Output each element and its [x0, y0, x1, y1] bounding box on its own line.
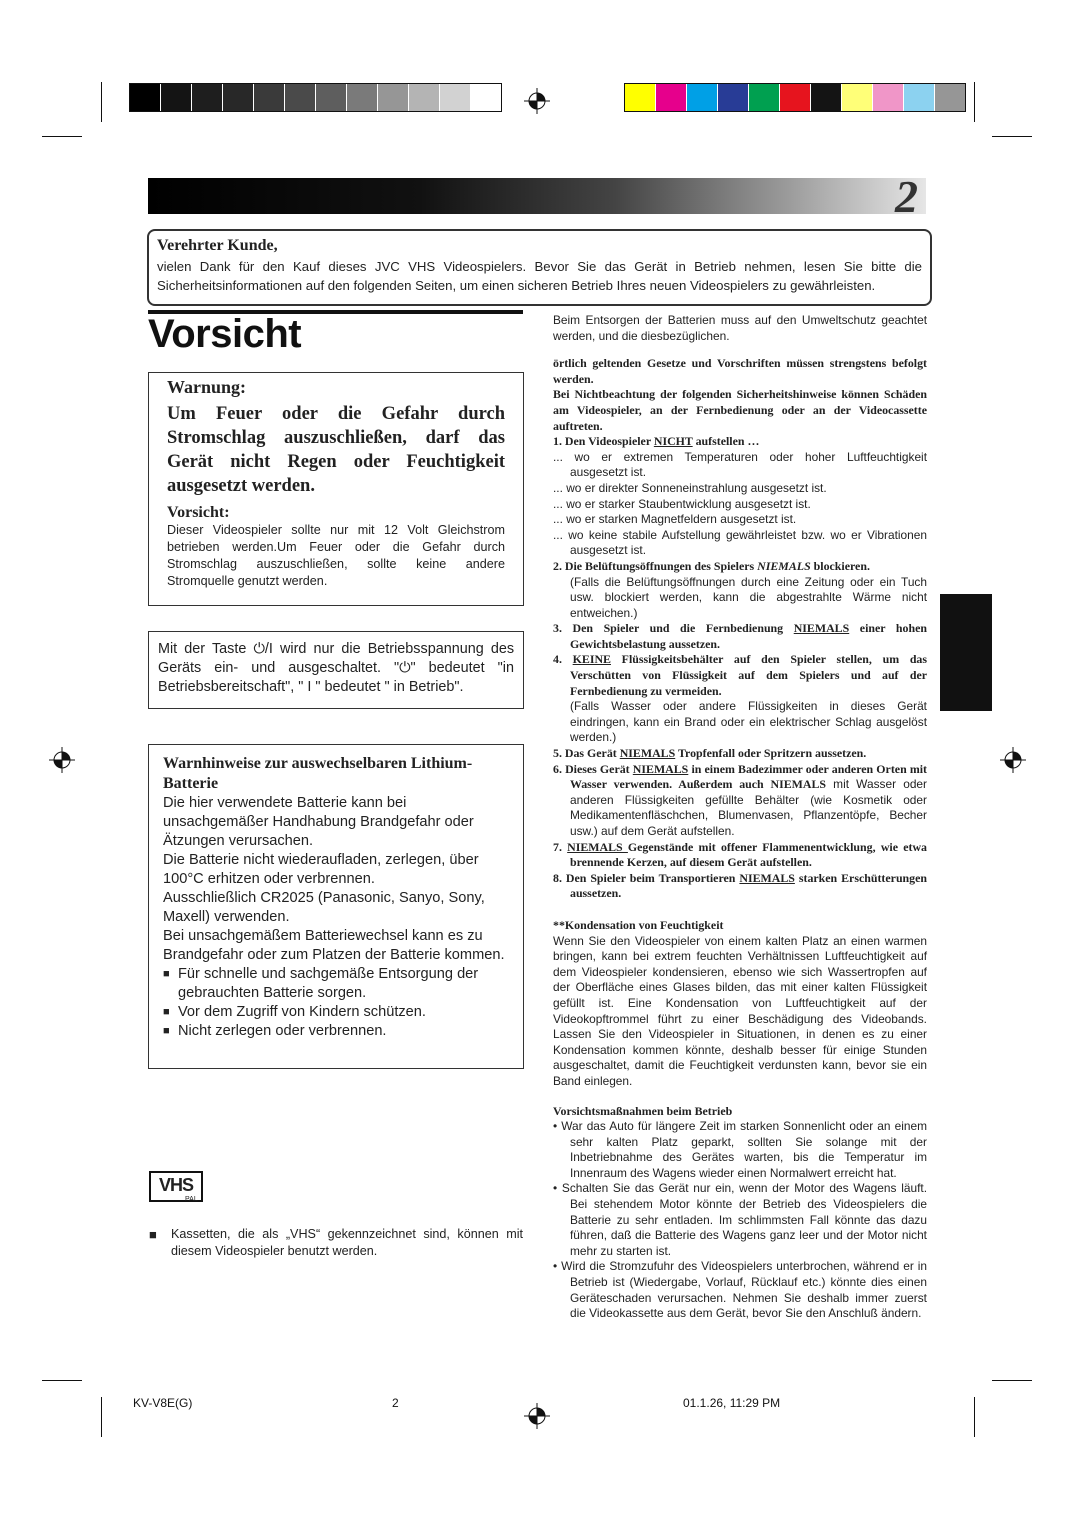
power-note-text: Mit der Taste — [158, 641, 247, 657]
warning-heading: Warnung: — [167, 377, 247, 397]
color-swatch — [192, 84, 223, 111]
power-note-text: " bedeutet "in Betriebsbereitschaft", " I " bedeutet " in Betrieb". — [158, 660, 514, 695]
greeting-text: vielen Dank für den Kauf dieses JVC VHS Videospielers. Bevor Sie das Gerät in Betrieb nehmen, lesen Sie bitte die Sicherheitsinformationen auf den folgenden Seiten, um einen sicheren Betrieb Ihres neuen Videospielers zu gewährleisten. — [157, 259, 922, 293]
list-item: • Wird die Stromzufuhr des Videospielers unterbrochen, während er in Betrieb ist (Wiedergabe, Vorlauf, Rücklauf etc.) könnte dies einen Geräteschaden verursachen. Nehmen Sie deshalb immer zuerst die Videokassette aus dem Gerät, bevor Sie den Anschluß ändern. — [553, 1259, 927, 1321]
registration-mark-icon — [524, 88, 550, 114]
lithium-paragraph: Bei unsachgemäßem Batteriewechsel kann es zu Brandgefahr oder zum Platzen der Batterie kommen. — [163, 928, 505, 963]
caution-text: Dieser Videospieler sollte nur mit 12 Volt Gleichstrom betrieben werden.Um Feuer oder die Gefahr durch Stromschlag auszuschließen, sollte keine andere Stromquelle genutzt werden. — [167, 523, 505, 588]
color-swatch — [718, 84, 749, 111]
power-button-icon: ⏻/I — [253, 641, 273, 657]
crop-mark — [992, 136, 1032, 137]
color-swatch — [440, 84, 471, 111]
lithium-paragraph: Ausschließlich CR2025 (Panasonic, Sanyo, Sony, Maxell) verwenden. — [163, 890, 485, 925]
right-column — [553, 313, 927, 1322]
color-swatch — [842, 84, 873, 111]
color-swatch — [873, 84, 904, 111]
caution-heading: Vorsicht: — [167, 504, 230, 521]
lithium-battery-box — [148, 744, 524, 1069]
greeting-title: Verehrter Kunde, — [157, 237, 278, 254]
registration-mark-icon — [1000, 747, 1026, 773]
color-swatch — [687, 84, 718, 111]
color-swatch — [316, 84, 347, 111]
safety-item-2-note: (Falls die Belüftungsöffnungen durch eine Zeitung oder ein Tuch usw. blockiert werden, kann die abgestrahlte Wärme nicht entweichen.) — [570, 574, 927, 620]
cassette-note-text: Kassetten, die als „VHS“ gekennzeichnet sind, können mit diesem Videospieler benutzt werden. — [171, 1227, 523, 1258]
safety-item-8: 8. Den Spieler beim Transportieren NIEMALS starken Erschütterungen aussetzen. — [553, 870, 928, 901]
color-swatch — [811, 84, 842, 111]
crop-mark — [42, 136, 82, 137]
power-note-box — [148, 631, 524, 709]
list-item: • Schalten Sie das Gerät nur ein, wenn der Motor des Wagens läuft. Bei stehendem Motor könnte der Betrieb des Videospielers die Batterie zu sehr entladen. Im schlimmsten Fall könnte das dazu führen, daß die Batterie des Wagens ganz leer und der Motor nicht mehr zu starten ist. — [553, 1181, 927, 1258]
safety-item-7: 7. NIEMALS Gegenstände mit offener Flammenentwicklung, wie etwa brennende Kerzen, auf diesem Gerät aufstellen. — [553, 839, 927, 870]
cassette-note — [149, 1226, 523, 1260]
lithium-paragraph: Die hier verwendete Batterie kann bei unsachgemäßer Handhabung Brandgefahr oder Ätzungen verursachen. — [163, 795, 474, 849]
color-swatch — [656, 84, 687, 111]
list-item: ■ Vor dem Zugriff von Kindern schützen. — [163, 1003, 509, 1022]
footer-model: KV-V8E(G) — [133, 1396, 193, 1410]
list-item: ■ Nicht zerlegen oder verbrennen. — [163, 1022, 509, 1041]
list-item: • War das Auto für längere Zeit im starken Sonnenlicht oder an einem sehr kalten Platz geparkt, sollten Sie solange mit der Inbetriebnahme des Gerätes warten, bis die Temperatur im Innenraum des Wagens wieder einen Normalwert erreicht hat. — [553, 1119, 927, 1180]
safety-item-5: 5. Das Gerät NIEMALS Tropfenfall oder Spritzern aussetzen. — [553, 746, 867, 761]
section-tab — [940, 594, 992, 711]
list-item: ... wo er direkter Sonneneinstrahlung ausgesetzt ist. — [553, 480, 827, 495]
color-swatch — [223, 84, 254, 111]
color-swatch — [904, 84, 935, 111]
lithium-bullet-list — [163, 965, 509, 1041]
condensation-heading: **Kondensation von Feuchtigkeit — [553, 917, 724, 932]
color-swatch — [161, 84, 192, 111]
color-swatch — [749, 84, 780, 111]
condensation-text: Wenn Sie den Videospieler von einem kalten Platz an einen warmen bringen, kann bei extrem feuchten Verhältnissen Luftfeuchtigkeit auf dem Videospieler kondensieren, ebenso wie sich Wassertropfen auf der Oberfläche eines Glases bilden, das mit einer kalten Flüssigkeit gefüllt ist. Eine Kondensation von Luftfeuchtigkeit auf der Videokopftrommel führt zu einer Beschädigung des Videobands. Lassen Sie den Videospieler in Situationen, in denen es zu einer Kondensation kommen könnte, deshalb besser für einige Stunden ausgeschaltet, damit die Feuchtigkeit verdunsten kann, bevor sie ein Band einlegen. — [553, 933, 927, 1088]
list-item: ... wo er extremen Temperaturen oder hoher Luftfeuchtigkeit ausgesetzt ist. — [553, 449, 927, 480]
color-swatch — [254, 84, 285, 111]
warning-text: Um Feuer oder die Gefahr durch Stromschlag auszuschließen, darf das Gerät nicht Regen oder Feuchtigkeit ausgesetzt werden. — [167, 404, 505, 496]
vhs-logo: VHS — [149, 1171, 203, 1202]
safety-item-1: 1. Den Videospieler NICHT aufstellen … — [553, 434, 760, 449]
greeting-box — [147, 229, 932, 306]
color-calibration-bar — [624, 83, 966, 112]
registration-mark-icon — [524, 1403, 550, 1429]
safety-item-4-note: (Falls Wasser oder andere Flüssigkeiten in dieses Gerät eindringen, kann ein Brand oder ein elektrischer Schlag ausgelöst werden.) — [570, 699, 927, 745]
header-band — [148, 171, 926, 222]
operation-heading: Vorsichtsmaßnahmen beim Betrieb — [553, 1103, 733, 1118]
safety-item-6: 6. Dieses Gerät NIEMALS in einem Badezimmer oder anderen Orten mit Wasser verwenden. Außerdem auch NIEMALS mit Wasser oder anderen Flüssigkeiten gefüllte Behälter (wie Kosmetik oder Medikamentenfläschchen, Blumenvasen, Pflanzentöpfe, Becher usw.) auf dem Gerät aufstellen. — [553, 761, 928, 838]
color-swatch — [471, 84, 501, 111]
pal-label: PAL — [185, 1196, 198, 1203]
color-swatch — [347, 84, 378, 111]
list-item: ... wo er starken Magnetfeldern ausgesetzt ist. — [553, 512, 797, 527]
crop-mark — [101, 82, 102, 122]
footer-timestamp: 01.1.26, 11:29 PM — [683, 1396, 781, 1410]
crop-mark — [974, 1397, 975, 1437]
safety-item-4: 4. KEINE Flüssigkeitsbehälter auf den Spieler stellen, um das Verschütten von Flüssigkeit auf dem Spielers und auf der Fernbedienung zu vermeiden. — [553, 652, 928, 698]
registration-mark-icon — [49, 747, 75, 773]
lithium-paragraph: Die Batterie nicht wiederaufladen, zerlegen, über 100°C erhitzen oder verbrennen. — [163, 852, 479, 887]
safety-item-2: 2. Die Belüftungsöffnungen des Spielers NIEMALS blockieren. — [553, 558, 870, 573]
lithium-heading: Warnhinweise zur auswechselbaren Lithium-Batterie — [163, 755, 473, 792]
safety-item-3: 3. Den Spieler und die Fernbedienung NIEMALS einer hohen Gewichtsbelastung aussetzen. — [553, 621, 927, 651]
color-swatch — [625, 84, 656, 111]
list-item: ... wo er starker Staubentwicklung ausgesetzt ist. — [553, 496, 811, 511]
crop-mark — [101, 1397, 102, 1437]
color-swatch — [130, 84, 161, 111]
square-bullet-icon: ■ — [149, 1227, 157, 1242]
color-swatch — [935, 84, 965, 111]
law-note: örtlich geltenden Gesetze und Vorschriften müssen strengstens befolgt werden. — [553, 356, 927, 386]
crop-mark — [992, 1380, 1032, 1381]
color-swatch — [409, 84, 440, 111]
page-title: Vorsicht — [148, 312, 302, 356]
list-item: ■ Für schnelle und sachgemäße Entsorgung der gebrauchten Batterie sorgen. — [163, 965, 509, 1003]
standby-icon: ⏻ — [399, 660, 411, 676]
grayscale-calibration-bar — [129, 83, 502, 112]
safety-intro: Bei Nichtbeachtung der folgenden Sicherheitshinweise können Schäden am Videospieler, an der Fernbedienung oder an der Videocassette auftreten. — [553, 387, 927, 433]
list-item: ... wo keine stabile Aufstellung gewährleistet bzw. wo er Vibrationen ausgesetzt ist. — [553, 527, 927, 558]
crop-mark — [974, 82, 975, 122]
crop-mark — [42, 1380, 82, 1381]
footer-page: 2 — [392, 1396, 399, 1410]
battery-disposal-text: Beim Entsorgen der Batterien muss auf den Umweltschutz geachtet werden, und die diesbezüglichen. — [553, 313, 927, 343]
color-swatch — [285, 84, 316, 111]
color-swatch — [378, 84, 409, 111]
page-number: 2 — [895, 171, 918, 222]
warning-box — [148, 372, 524, 606]
color-swatch — [780, 84, 811, 111]
power-note-text: wird nur die Betriebsspannung des Geräts ein- und ausgeschaltet. " — [158, 641, 515, 676]
